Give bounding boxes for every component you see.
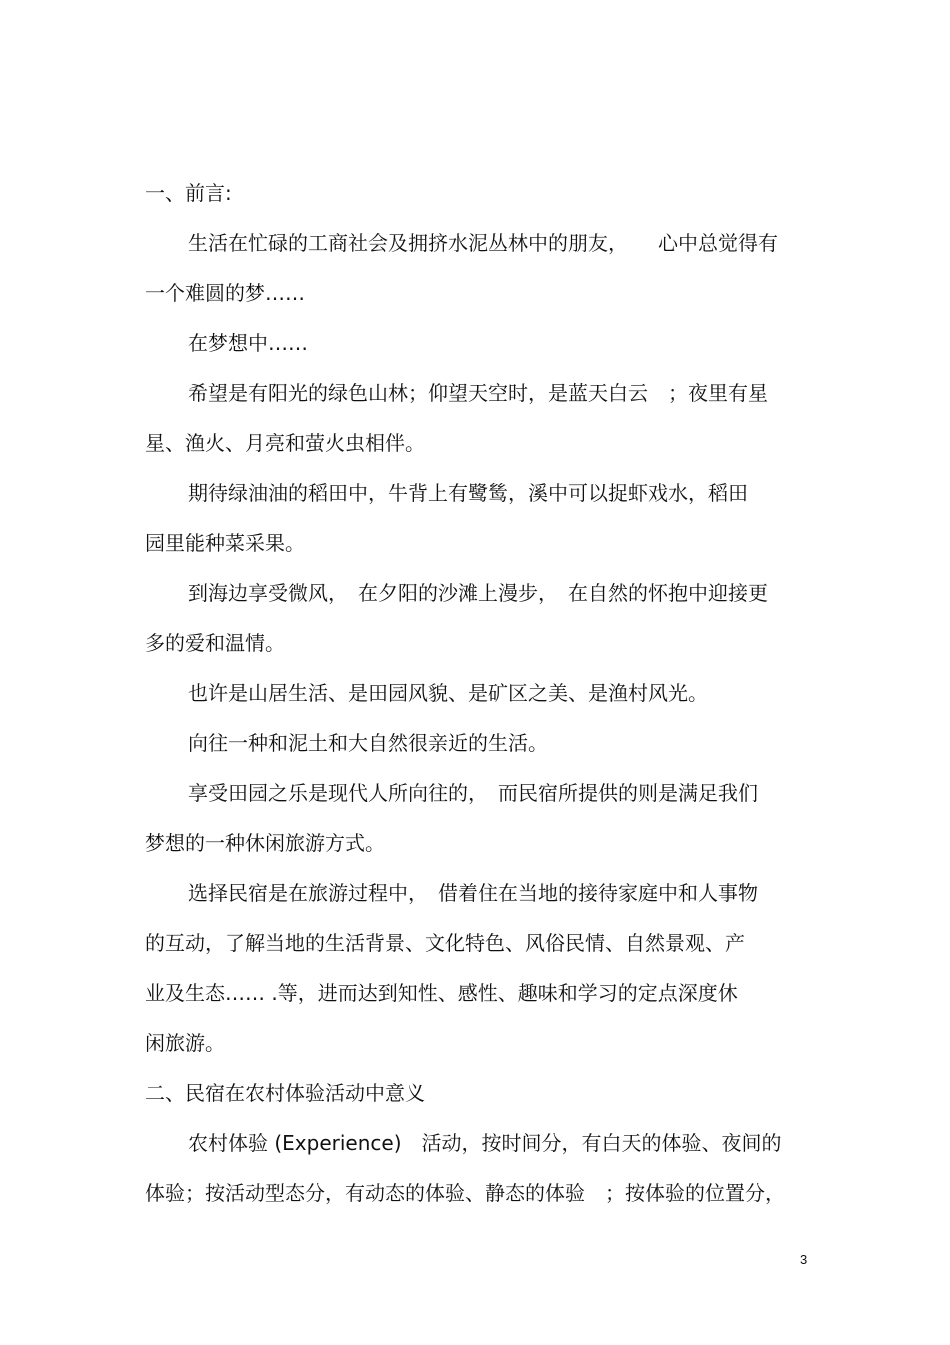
paragraph-line: 多的爱和温情。 bbox=[145, 631, 285, 655]
paragraph-line: 体验；按活动型态分，有动态的体验、静态的体验 ；按体验的位置分， bbox=[145, 1181, 785, 1205]
paragraph-line: 的互动，了解当地的生活背景、文化特色、风俗民情、自然景观、产 bbox=[145, 931, 745, 955]
paragraph-line: 一个难圆的梦…… bbox=[145, 281, 305, 305]
paragraph-line: 期待绿油油的稻田中，牛背上有鹭鸶，溪中可以捉虾戏水，稻田 bbox=[188, 481, 748, 505]
paragraph-line: 农村体验 (Experience) 活动，按时间分，有白天的体验、夜间的 bbox=[188, 1131, 782, 1155]
paragraph-line: 希望是有阳光的绿色山林；仰望天空时，是蓝天白云 ；夜里有星 bbox=[188, 381, 768, 405]
paragraph-line: 业及生态…… .等，进而达到知性、感性、趣味和学习的定点深度休 bbox=[145, 981, 738, 1005]
paragraph-line: 闲旅游。 bbox=[145, 1031, 225, 1055]
paragraph-line: 也许是山居生活、是田园风貌、是矿区之美、是渔村风光。 bbox=[188, 681, 708, 705]
paragraph-line: 星、渔火、月亮和萤火虫相伴。 bbox=[145, 431, 425, 455]
paragraph-line: 梦想的一种休闲旅游方式。 bbox=[145, 831, 385, 855]
page-number: 3 bbox=[800, 1252, 808, 1267]
paragraph-line: 享受田园之乐是现代人所向往的， 而民宿所提供的则是满足我们 bbox=[188, 781, 758, 805]
paragraph-line: 生活在忙碌的工商社会及拥挤水泥丛林中的朋友， 心中总觉得有 bbox=[188, 231, 778, 255]
heading-section-two: 二、民宿在农村体验活动中意义 bbox=[145, 1081, 425, 1105]
paragraph-line: 向往一种和泥土和大自然很亲近的生活。 bbox=[188, 731, 548, 755]
paragraph-line: 园里能种菜采果。 bbox=[145, 531, 305, 555]
paragraph-line: 到海边享受微风， 在夕阳的沙滩上漫步， 在自然的怀抱中迎接更 bbox=[188, 581, 768, 605]
paragraph-line: 在梦想中…… bbox=[188, 331, 308, 355]
paragraph-line: 选择民宿是在旅游过程中， 借着住在当地的接待家庭中和人事物 bbox=[188, 881, 758, 905]
heading-preface: 一、前言: bbox=[145, 181, 232, 205]
